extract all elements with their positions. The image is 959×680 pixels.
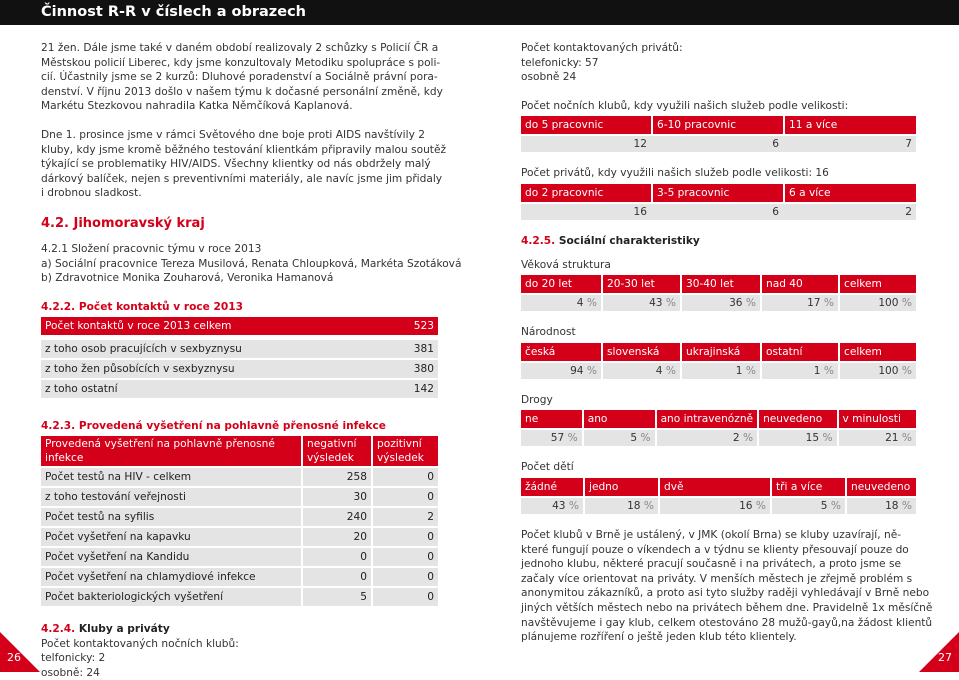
spacer bbox=[41, 233, 438, 242]
table-header-row bbox=[521, 116, 916, 134]
spacer bbox=[521, 85, 916, 99]
table-cell: 0 bbox=[371, 528, 438, 548]
text-line: jiných větších městech nebo na privátech během dne. Pravidelně 1x měsíčně bbox=[521, 601, 933, 614]
table-cell bbox=[760, 361, 838, 379]
table-cell bbox=[838, 293, 916, 311]
right-column bbox=[521, 41, 933, 645]
table-header-row bbox=[41, 436, 438, 468]
table-cell bbox=[845, 496, 916, 514]
spacer bbox=[521, 249, 916, 258]
page-number-right: 27 bbox=[938, 651, 952, 664]
text-line: jednoho klubu, některé pracují současně i na privátech, a proto jsme se bbox=[521, 558, 901, 571]
table-header-cell: celkem bbox=[838, 275, 916, 293]
table-cell bbox=[601, 361, 680, 379]
table-cell bbox=[521, 428, 582, 446]
table-header-cell: neuvedeno bbox=[845, 478, 916, 496]
table-header-cell: v minulosti bbox=[837, 410, 916, 428]
table-cell: 380 bbox=[390, 360, 438, 380]
cell-value: 15 bbox=[805, 432, 820, 445]
table-header-cell: 11 a více bbox=[783, 116, 916, 134]
cell-value: 4 bbox=[655, 364, 663, 377]
table-cell bbox=[601, 293, 680, 311]
percent-sign: % bbox=[823, 297, 834, 310]
table-cell: Počet bakteriologických vyšetření bbox=[41, 588, 301, 608]
cell-value: 43 bbox=[552, 499, 566, 512]
table-cell: z toho ostatní bbox=[41, 380, 390, 400]
tests-header-negative: negativní výsledek bbox=[301, 436, 371, 468]
text-line: Markétu Stezkovou nahradila Katka Němčíková Kaplanová. bbox=[41, 100, 353, 113]
contacts-total-value: 523 bbox=[390, 317, 438, 340]
social-heading bbox=[521, 234, 916, 249]
text-line: Počet kontaktovaných nočních klubů: bbox=[41, 637, 239, 650]
table-header-cell: ano bbox=[582, 410, 655, 428]
table-row bbox=[41, 340, 438, 360]
spacer bbox=[521, 311, 916, 325]
table-row bbox=[41, 528, 438, 548]
table-cell: Počet vyšetření na Kandidu bbox=[41, 548, 301, 568]
table-header-row bbox=[521, 410, 916, 428]
spacer bbox=[521, 152, 916, 166]
contacts-total-label: Počet kontaktů v roce 2013 celkem bbox=[41, 317, 390, 340]
spacer bbox=[41, 400, 438, 419]
percent-sign: % bbox=[901, 499, 912, 512]
nationality-label: Národnost bbox=[521, 326, 576, 339]
paragraph-aids-day bbox=[41, 128, 447, 201]
text-line: dárkový balíček, nejen s preventivními materiály, ale navíc jsme jim přidaly bbox=[41, 172, 443, 185]
contacts-heading-text: Počet kontaktů v roce 2013 bbox=[78, 300, 244, 313]
spacer bbox=[41, 286, 438, 300]
table-cell bbox=[680, 293, 760, 311]
cell-value: 18 bbox=[885, 499, 899, 512]
privates-size-label: Počet privátů, kdy využili našich služeb podle velikosti: 16 bbox=[521, 167, 829, 180]
percent-sign: % bbox=[755, 499, 766, 512]
table-header-cell: ostatní bbox=[760, 343, 838, 361]
table-header-cell: ne bbox=[521, 410, 582, 428]
cell-value: 16 bbox=[739, 499, 753, 512]
table-cell: 12 bbox=[521, 134, 651, 152]
percent-sign: % bbox=[568, 499, 579, 512]
table-row bbox=[41, 588, 438, 608]
table-header-cell: ukrajinská bbox=[680, 343, 760, 361]
children-label: Počet dětí bbox=[521, 461, 574, 474]
tests-heading-number: 4.2.3. bbox=[41, 420, 76, 433]
cell-value: 43 bbox=[649, 297, 663, 310]
table-header-cell: do 20 let bbox=[521, 275, 601, 293]
percent-sign: % bbox=[567, 432, 578, 445]
spacer bbox=[521, 514, 916, 528]
percent-sign: % bbox=[822, 432, 833, 445]
section-title: 4.2. Jihomoravský kraj bbox=[41, 215, 205, 231]
table-cell: 16 bbox=[521, 202, 651, 220]
table-row bbox=[521, 361, 916, 379]
cell-value: 100 bbox=[878, 364, 899, 377]
table-cell: 0 bbox=[371, 488, 438, 508]
text-line: začaly více orientovat na priváty. V menších městech je zřejmě problém s bbox=[521, 572, 913, 585]
table-cell bbox=[757, 428, 836, 446]
tests-header-label: Provedená vyšetření na pohlavně přenosné infekce bbox=[41, 436, 301, 468]
clubs-size-table bbox=[521, 116, 916, 152]
table-cell: 258 bbox=[301, 468, 371, 488]
percent-sign: % bbox=[901, 364, 912, 377]
table-cell bbox=[658, 496, 770, 514]
percent-sign: % bbox=[586, 364, 597, 377]
percent-sign: % bbox=[745, 364, 756, 377]
text-line: Počet kontaktovaných privátů: bbox=[521, 42, 683, 54]
table-cell bbox=[770, 496, 845, 514]
tests-header-positive: pozitivní výsledek bbox=[371, 436, 438, 468]
table-header-cell: 20-30 let bbox=[601, 275, 680, 293]
table-cell: 142 bbox=[390, 380, 438, 400]
table-cell: 20 bbox=[301, 528, 371, 548]
table-header-cell: dvě bbox=[658, 478, 770, 496]
drugs-table bbox=[521, 410, 916, 446]
table-cell bbox=[521, 293, 601, 311]
contacts-heading-number: 4.2.2. bbox=[41, 300, 76, 313]
table-cell: 7 bbox=[783, 134, 916, 152]
table-header-cell: jedno bbox=[583, 478, 658, 496]
table-cell bbox=[837, 428, 916, 446]
paragraph-trainings bbox=[41, 41, 443, 114]
clubs-heading-text: Kluby a priváty bbox=[78, 622, 170, 635]
table-cell: 6 bbox=[651, 202, 783, 220]
table-row bbox=[41, 508, 438, 528]
table-cell: z toho osob pracujících v sexbyznysu bbox=[41, 340, 390, 360]
percent-sign: % bbox=[745, 297, 756, 310]
text-line: Počet klubů v Brně je ustálený, v JMK (okolí Brna) se kluby uzavírají, ně- bbox=[521, 528, 902, 541]
table-row bbox=[41, 548, 438, 568]
text-line: b) Zdravotnice Monika Zouharová, Veronika Hamanová bbox=[41, 272, 334, 285]
table-header-row bbox=[521, 478, 916, 496]
table-cell: 240 bbox=[301, 508, 371, 528]
text-line: telefonicky: 57 bbox=[521, 56, 599, 69]
social-heading-text: Sociální charakteristiky bbox=[558, 234, 700, 247]
table-cell bbox=[582, 428, 655, 446]
table-cell bbox=[583, 496, 658, 514]
table-row bbox=[521, 293, 916, 311]
table-cell: 0 bbox=[371, 588, 438, 608]
table-row bbox=[41, 360, 438, 380]
table-header-cell: 30-40 let bbox=[680, 275, 760, 293]
table-cell bbox=[838, 361, 916, 379]
percent-sign: % bbox=[742, 432, 754, 445]
cell-value: 1 bbox=[735, 364, 743, 377]
table-header-cell: 3-5 pracovnic bbox=[651, 184, 783, 202]
nationality-table bbox=[521, 343, 916, 379]
table-row bbox=[41, 488, 438, 508]
cell-value: 17 bbox=[807, 297, 821, 310]
spacer bbox=[521, 220, 916, 234]
text-line: navštěvujeme i gay klub, celkem otestováno 28 mužů-gayů,na žádost klientů bbox=[521, 616, 933, 629]
cell-value: 100 bbox=[878, 297, 899, 310]
clubs-heading-number: 4.2.4. bbox=[41, 622, 76, 635]
table-cell: 2 bbox=[783, 202, 916, 220]
text-line: anonymitou zákazníků, a proto asi tyto služby raději vyhledávají v Brně nebo bbox=[521, 587, 930, 600]
table-header-cell: do 2 pracovnic bbox=[521, 184, 651, 202]
privates-size-table bbox=[521, 184, 916, 220]
tests-heading-text: Provedená vyšetření na pohlavně přenosné infekce bbox=[78, 420, 386, 433]
spacer bbox=[41, 608, 438, 622]
table-header-row bbox=[521, 343, 916, 361]
text-line: i drobnou sladkost. bbox=[41, 187, 142, 200]
text-line: 4.2.1 Složení pracovnic týmu v roce 2013 bbox=[41, 242, 262, 255]
text-line: cií. Účastnily jsme se 2 kurzů: Dluhové poradenství a Sociálně právní pora- bbox=[41, 71, 438, 84]
table-header-row bbox=[521, 184, 916, 202]
table-cell: z toho testování veřejnosti bbox=[41, 488, 301, 508]
table-cell: Počet vyšetření na chlamydiové infekce bbox=[41, 568, 301, 588]
text-line: 21 žen. Dále jsme také v daném období realizovaly 2 schůzky s Policií ČR a bbox=[41, 42, 439, 54]
social-heading-number: 4.2.5. bbox=[521, 234, 556, 247]
age-table bbox=[521, 275, 916, 311]
text-line: týkající se problematiky HIV/AIDS. Všechny klientky od nás obdržely malý bbox=[41, 158, 431, 171]
percent-sign: % bbox=[665, 364, 676, 377]
table-cell: 2 bbox=[371, 508, 438, 528]
table-row bbox=[41, 468, 438, 488]
drugs-label: Drogy bbox=[521, 393, 553, 406]
table-cell: 6 bbox=[651, 134, 783, 152]
children-table bbox=[521, 478, 916, 514]
percent-sign: % bbox=[643, 499, 654, 512]
percent-sign: % bbox=[823, 364, 834, 377]
table-header-cell: žádné bbox=[521, 478, 583, 496]
table-cell bbox=[521, 361, 601, 379]
table-row bbox=[41, 317, 438, 340]
cell-value: 36 bbox=[729, 297, 743, 310]
cell-value: 21 bbox=[885, 432, 899, 445]
page-header bbox=[0, 0, 959, 25]
table-header-cell: 6 a více bbox=[783, 184, 916, 202]
table-cell: Počet testů na HIV - celkem bbox=[41, 468, 301, 488]
spacer bbox=[521, 379, 916, 393]
table-cell bbox=[680, 361, 760, 379]
contacts-heading bbox=[41, 300, 438, 315]
text-line: a) Sociální pracovnice Tereza Musilová, Renata Chloupková, Markéta Szotáková bbox=[41, 257, 462, 270]
cell-value: 4 bbox=[576, 297, 584, 310]
table-header-cell: slovenská bbox=[601, 343, 680, 361]
page-number-left: 26 bbox=[7, 651, 21, 664]
cell-value: 1 bbox=[813, 364, 821, 377]
cell-value: 2 bbox=[732, 432, 740, 445]
table-cell: 0 bbox=[371, 468, 438, 488]
spacer bbox=[41, 201, 438, 215]
percent-sign: % bbox=[901, 297, 912, 310]
table-cell: 0 bbox=[301, 548, 371, 568]
table-cell bbox=[760, 293, 838, 311]
table-cell: Počet vyšetření na kapavku bbox=[41, 528, 301, 548]
percent-sign: % bbox=[901, 432, 912, 445]
table-cell: z toho žen působících v sexbyznysu bbox=[41, 360, 390, 380]
table-cell: 381 bbox=[390, 340, 438, 360]
text-line: telfonicky: 2 bbox=[41, 652, 106, 665]
table-header-cell: do 5 pracovnic bbox=[521, 116, 651, 134]
text-line: osobně 24 bbox=[521, 71, 577, 84]
tests-heading bbox=[41, 419, 438, 434]
table-cell: Počet testů na syfilis bbox=[41, 508, 301, 528]
table-header-cell: 6-10 pracovnic bbox=[651, 116, 783, 134]
cell-value: 5 bbox=[820, 499, 828, 512]
text-line: denství. V říjnu 2013 došlo v našem týmu k dočasné personální změně, kdy bbox=[41, 85, 443, 98]
table-cell: 0 bbox=[371, 568, 438, 588]
text-line: kluby, kdy jsme kromě běžného testování klientkám připravily malou soutěž bbox=[41, 143, 447, 156]
page-title: Činnost R-R v číslech a obrazech bbox=[41, 4, 306, 20]
table-cell bbox=[521, 496, 583, 514]
percent-sign: % bbox=[665, 297, 676, 310]
text-line: Dne 1. prosince jsme v rámci Světového dne boje proti AIDS navštívily 2 bbox=[41, 128, 425, 141]
spacer bbox=[521, 446, 916, 460]
clubs-heading bbox=[41, 622, 438, 637]
table-cell: 30 bbox=[301, 488, 371, 508]
table-cell: 0 bbox=[371, 548, 438, 568]
table-row bbox=[521, 202, 916, 220]
contacts-table bbox=[41, 317, 438, 400]
table-header-row bbox=[521, 275, 916, 293]
percent-sign: % bbox=[640, 432, 651, 445]
text-line: Městskou policií Liberec, kdy jsme konzultovaly Metodiku spolupráce s poli- bbox=[41, 56, 441, 69]
table-row bbox=[521, 428, 916, 446]
tests-table bbox=[41, 436, 438, 608]
cell-value: 57 bbox=[550, 432, 565, 445]
cell-value: 18 bbox=[627, 499, 641, 512]
table-header-cell: nad 40 bbox=[760, 275, 838, 293]
clubs-size-label: Počet nočních klubů, kdy využili našich služeb podle velikosti: bbox=[521, 99, 849, 112]
table-header-cell: česká bbox=[521, 343, 601, 361]
table-row bbox=[521, 496, 916, 514]
table-header-cell: ano intravenózně bbox=[655, 410, 758, 428]
table-row bbox=[41, 380, 438, 400]
paragraph-brno-clubs bbox=[521, 528, 933, 645]
table-cell bbox=[655, 428, 758, 446]
left-column bbox=[41, 41, 462, 680]
text-line: plánujeme rozříření o ještě jeden klub této klientely. bbox=[521, 631, 797, 644]
table-cell: 5 bbox=[301, 588, 371, 608]
percent-sign: % bbox=[586, 297, 597, 310]
text-line: osobně: 24 bbox=[41, 666, 100, 679]
table-header-cell: tři a více bbox=[770, 478, 845, 496]
age-label: Věková struktura bbox=[521, 258, 611, 271]
table-cell: 0 bbox=[301, 568, 371, 588]
cell-value: 5 bbox=[630, 432, 638, 445]
table-row bbox=[41, 568, 438, 588]
text-line: které fungují pouze o víkendech a v týdnu se klienty přesouvají pouze do bbox=[521, 543, 909, 556]
table-header-cell: neuvedeno bbox=[757, 410, 836, 428]
cell-value: 94 bbox=[570, 364, 584, 377]
percent-sign: % bbox=[830, 499, 841, 512]
paragraph-team bbox=[41, 242, 462, 286]
spacer bbox=[41, 114, 438, 128]
table-header-cell: celkem bbox=[838, 343, 916, 361]
table-row bbox=[521, 134, 916, 152]
